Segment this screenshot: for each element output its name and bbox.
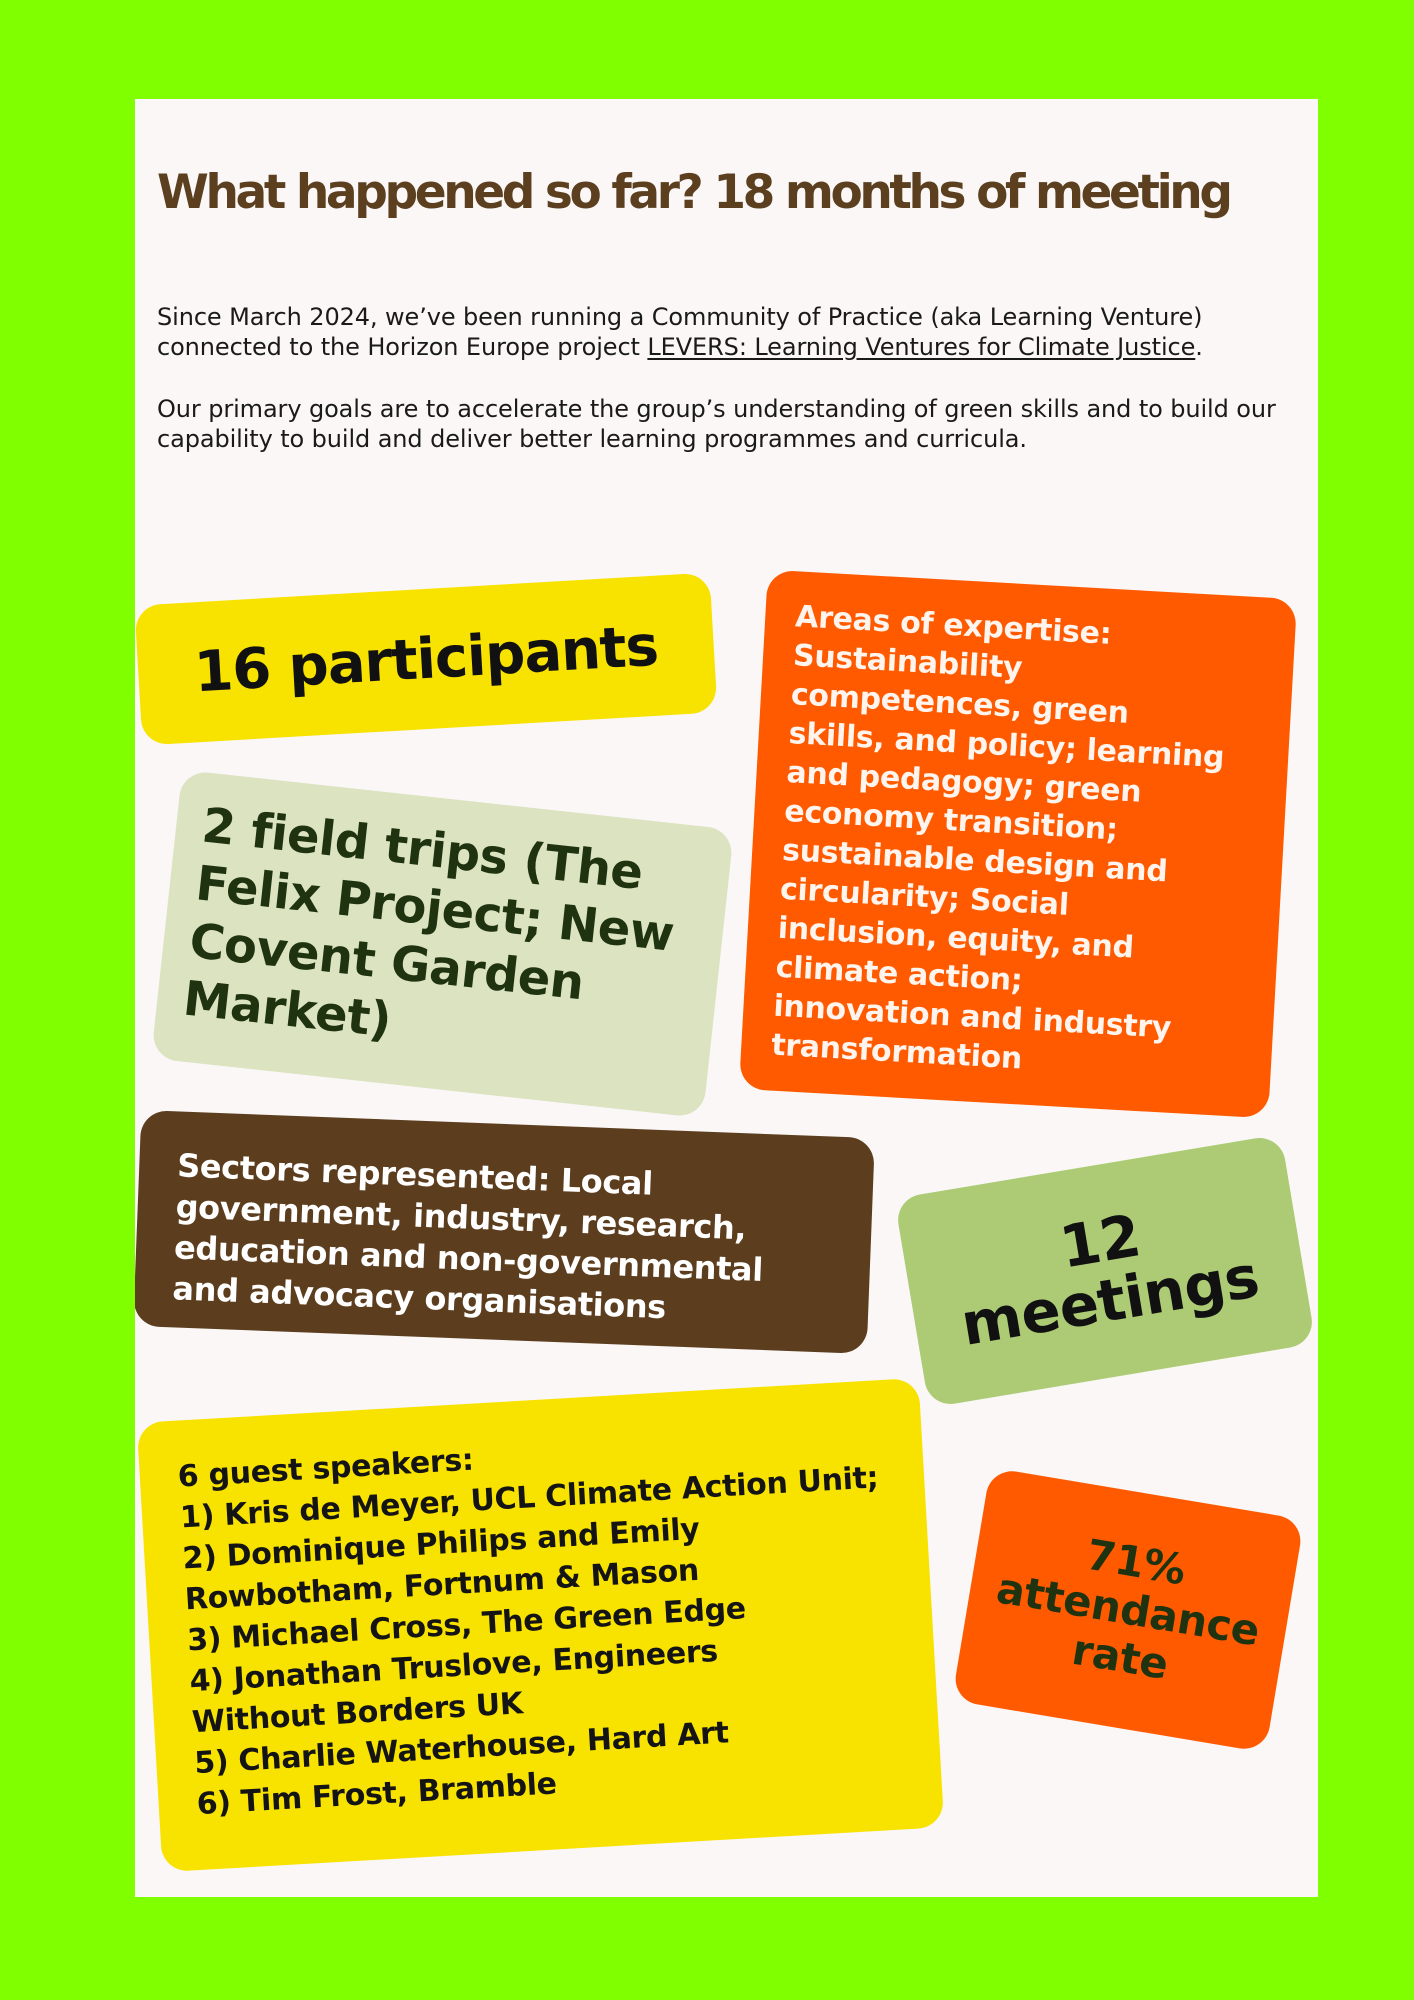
- intro-text: [157, 302, 1297, 486]
- attendance-text: 71% attendance rate: [993, 1529, 1264, 1689]
- guest-speakers-card: [137, 1378, 945, 1872]
- intro-text-lead: Since March 2024, we’ve been running a Community of Practice (aka Learning Venture) connected to the Horizon Europe project: [157, 303, 1203, 361]
- sectors-text: Sectors represented: Local government, industry, research, education and non-governmental and advocacy organisations: [171, 1146, 764, 1327]
- field-trips-text: 2 field trips (The Felix Project; New Covent Garden Market): [180, 797, 677, 1049]
- guest-speakers-text: 6 guest speakers: 1) Kris de Meyer, UCL Climate Action Unit; 2) Dominique Philips and Emily Rowbotham, Fortnum & Mason 3) Michael Cross, The Green Edge 4) Jonathan Truslove, Engineers Without Borders UK 5) Charlie Waterhouse, Hard Art 6) Tim Frost, Bramble: [176, 1442, 880, 1823]
- meetings-card: [894, 1134, 1316, 1408]
- expertise-text: Areas of expertise: Sustainability competences, green skills, and policy; learning and pedagogy; green economy transition; sustainable design and circularity; Social inclusion, equity, and climate action; innovation and industry transformation: [770, 599, 1226, 1077]
- meetings-text: 12 meetings: [956, 1201, 1264, 1359]
- attendance-card: [952, 1467, 1305, 1752]
- intro-paragraph-1: [157, 302, 1297, 362]
- field-trips-card: [151, 770, 734, 1118]
- participants-text: 16 participants: [192, 613, 660, 705]
- levers-project-link[interactable]: LEVERS: Learning Ventures for Climate Justice: [647, 333, 1196, 361]
- participants-card: [135, 573, 718, 746]
- content-page: [135, 99, 1318, 1897]
- page-title: What happened so far? 18 months of meeting: [157, 165, 1230, 220]
- intro-paragraph-2: Our primary goals are to accelerate the group’s understanding of green skills and to build our capability to build and deliver better learning programmes and curricula.: [157, 395, 1276, 453]
- sectors-card: [135, 1110, 875, 1354]
- expertise-card: [739, 570, 1297, 1119]
- intro-text-period: .: [1195, 333, 1203, 361]
